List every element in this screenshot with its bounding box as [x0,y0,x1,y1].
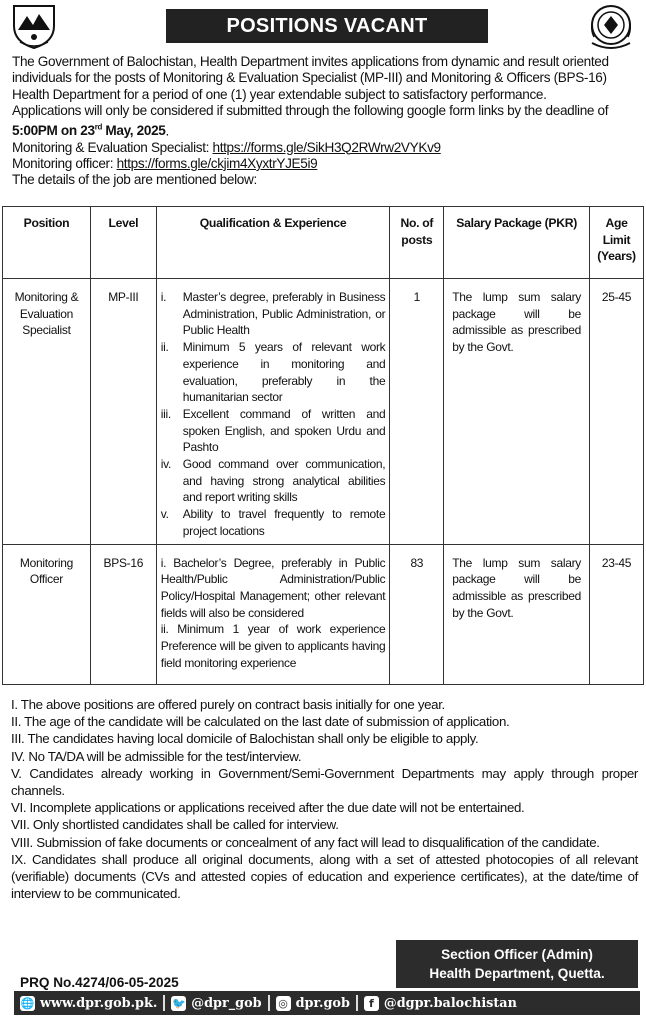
footer-twitter[interactable] [165,991,267,1015]
footer-bar [14,991,640,1015]
prq-number: PRQ No.4274/06-05-2025 [20,975,179,990]
health-department-seal-icon [584,3,638,51]
facebook-icon: f [364,996,379,1011]
list-item: VII. Only shortlisted candidates shall be called for interview. [11,817,339,833]
table-row [3,544,644,684]
deadline-sup: rd [94,122,102,132]
item-text: Excellent command of written and spoken English, and spoken Urdu and Pashto [182,406,386,455]
list-item: II. The age of the candidate will be calculated on the last date of submission of application. [11,714,510,730]
list-item: V. Candidates already working in Government/Semi-Government Departments may apply through proper channels. [11,765,638,799]
table-header-row [3,207,644,279]
table-row [3,279,644,545]
list-item [161,506,386,539]
cell-position: Monitoring Officer [3,544,91,684]
list-item: IX. Candidates shall produce all original documents, along with a set of attested photocopies of all relevant (verifiable) documents (CVs and attested copies of education and experience certificates), at the date/time of interview to be communicated. [11,851,638,902]
item-number: v. [160,507,169,522]
header [0,0,646,52]
positions-table [2,206,644,685]
item-text: Master’s degree, preferably in Business Administration, Public Administration, or Public Health [182,290,386,338]
header-posts: No. of posts [390,207,444,279]
form-link-label: Monitoring & Evaluation Specialist: [12,139,213,155]
cell-salary: The lump sum salary package will be admissible as prescribed by the Govt. [444,544,590,684]
footer-instagram-text: dpr.gob [295,995,350,1011]
item-number: i. [160,290,167,304]
cell-posts: 83 [390,544,444,684]
header-salary: Salary Package (PKR) [444,207,590,279]
header-age: Age Limit (Years) [590,207,644,279]
footer-twitter-text: @dpr_gob [191,995,262,1011]
list-item: IV. No TA/DA will be admissible for the test/interview. [11,748,302,764]
header-position: Position [3,207,91,279]
signature-title: Section Officer (Admin) [441,947,593,962]
intro-line: individuals for the posts of Monitoring & Evaluation Specialist (MP-III) and Monitoring & Officers (BPS-16) [12,70,607,86]
list-item: VIII. Submission of fake documents or concealment of any fact will lead to disqualification of the candidate. [11,834,600,850]
item-number: iii. [160,406,171,421]
instagram-icon: ◎ [276,996,291,1011]
deadline-time: 5:00PM [12,123,58,139]
cell-posts: 1 [390,279,444,545]
list-item: VI. Incomplete applications or applications received after the due date will not be entertained. [11,800,525,816]
form-link-row [12,156,638,172]
item-number: ii. [160,340,169,355]
cell-level: MP-III [90,279,156,545]
qualification-para: ii. Minimum 1 year of work experience Preference will be given to applicants having field monitoring experience [160,622,386,670]
cell-qualification [156,279,390,545]
deadline-date: May, 2025 [102,123,166,139]
deadline-end: . [165,123,169,139]
qualification-list [161,289,386,540]
cell-salary: The lump sum salary package will be admissible as prescribed by the Govt. [444,279,590,545]
intro-line: The Government of Balochistan, Health Department invites applications from dynamic and result oriented [12,54,609,69]
qualification-para: i. Bachelor’s Degree, preferably in Public Health/Public Administration/Public Policy/Hospital Management; other relevant fields will also be considered [160,555,386,620]
page-title: POSITIONS VACANT [166,9,488,43]
details-line: The details of the job are mentioned below: [12,172,257,188]
footer-instagram[interactable] [270,991,356,1015]
footer-website[interactable] [14,991,163,1015]
deadline-line [12,120,638,140]
list-item [161,339,386,406]
list-item [161,406,386,456]
globe-icon: 🌐 [20,996,35,1010]
twitter-icon: 🐦 [171,996,186,1010]
cell-qualification [156,544,390,684]
list-item [161,289,386,339]
cell-position: Monitoring & Evaluation Specialist [3,279,91,545]
item-number: iv. [160,457,171,472]
intro-line: Applications will only be considered if submitted through the following google form links by the deadline of [12,103,609,119]
intro-section [12,54,638,189]
cell-level: BPS-16 [90,544,156,684]
form-link-row [12,140,638,156]
item-text: Good command over communication, and having strong analytical abilities and report writing skills [182,457,386,505]
deadline-on: on 23 [57,123,95,139]
cell-age: 25-45 [590,279,644,545]
me-specialist-form-link[interactable]: https://forms.gle/SikH3Q2RWrw2VYKv9 [212,139,441,155]
footer-facebook-text: @dgpr.balochistan [383,995,517,1011]
list-item [161,456,386,506]
signature-department: Health Department, Quetta. [429,966,605,981]
list-item: I. The above positions are offered purely on contract basis initially for one year. [11,697,445,712]
terms-list [11,696,638,902]
list-item: III. The candidates having local domicile of Balochistan shall only be eligible to apply. [11,731,479,747]
header-qualification: Qualification & Experience [156,207,390,279]
item-text: Ability to travel frequently to remote project locations [182,507,386,538]
form-link-label: Monitoring officer: [12,155,117,171]
footer-facebook[interactable] [358,991,523,1015]
item-text: Minimum 5 years of relevant work experience in monitoring and evaluation, preferably in the humanitarian sector [182,340,386,405]
intro-line: Health Department for a period of one (1) year extendable subject to satisfactory performance. [12,86,547,102]
signature-box [396,940,638,988]
cell-age: 23-45 [590,544,644,684]
monitoring-officer-form-link[interactable]: https://forms.gle/ckjim4XyxtrYJE5i9 [116,155,318,171]
balochistan-govt-emblem-icon [10,4,58,50]
footer-website-text: www.dpr.gob.pk. [40,995,158,1011]
header-level: Level [90,207,156,279]
